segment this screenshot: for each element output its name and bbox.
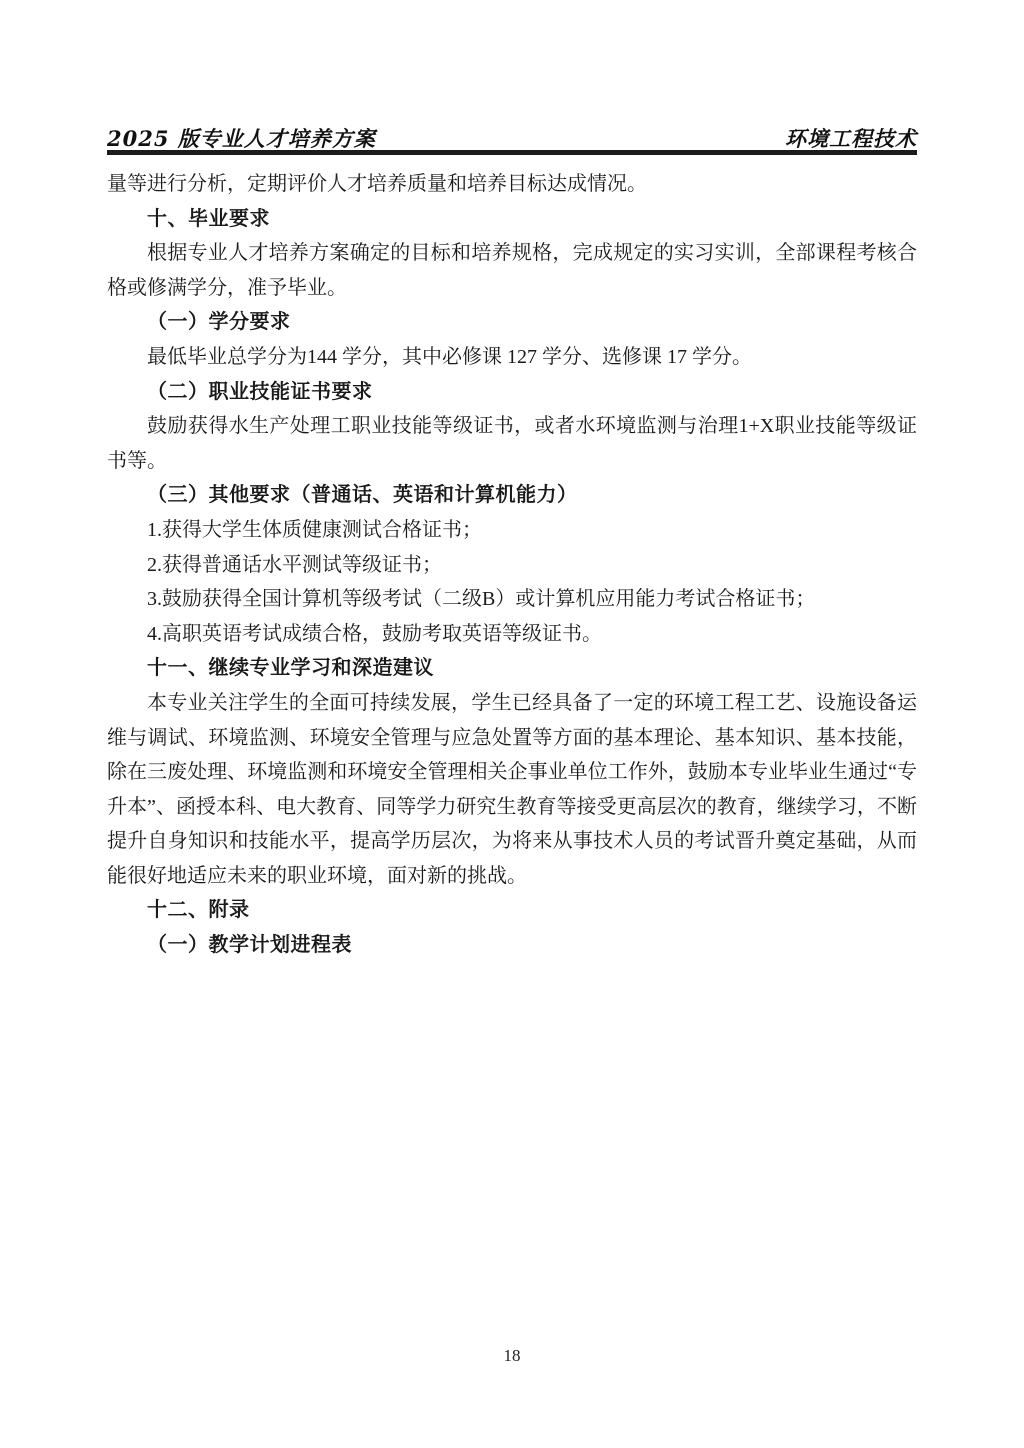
list-item: 1.获得大学生体质健康测试合格证书； — [147, 518, 482, 541]
list-item: 4.高职英语考试成绩合格，鼓励考取英语等级证书。 — [147, 622, 602, 645]
paragraph: 本专业关注学生的全面可持续发展，学生已经具备了一定的环境工程工艺、设施设备运维与调试、环境监测、环境安全管理与应急处置等方面的基本理论、基本知识、基本技能，除在三废处理、环境监测和环境安全管理相关企事业单位工作外，鼓励本专业毕业生通过“专升本”、函授本科、电大教育、同等学力研究生教育等接受更高层次的教育，继续学习，不断提升自身知识和技能水平，提高学历层次，为将来从事技术人员的考试晋升奠定基础，从而能很好地适应未来的职业环境，面对新的挑战。 — [107, 691, 917, 887]
section-heading-further-study: 十一、继续专业学习和深造建议 — [147, 657, 434, 680]
section-heading-appendix: 十二、附录 — [147, 899, 250, 922]
running-header — [107, 123, 917, 153]
page-number: 18 — [503, 1346, 521, 1365]
list-item: 2.获得普通话水平测试等级证书； — [147, 553, 442, 576]
paragraph: 根据专业人才培养方案确定的目标和培养规格，完成规定的实习实训，全部课程考核合格或修满学分，准予毕业。 — [107, 242, 917, 299]
document-body — [107, 167, 917, 963]
header-left-title: 2025 版专业人才培养方案 — [107, 126, 376, 151]
section-heading-graduation-requirements: 十、毕业要求 — [147, 207, 270, 230]
sub-heading-credit-requirements: （一）学分要求 — [147, 311, 291, 334]
sub-heading-teaching-plan-table: （一）教学计划进程表 — [147, 934, 352, 957]
header-double-rule — [107, 150, 917, 155]
paragraph: 最低毕业总学分为144 学分，其中必修课 127 学分、选修课 17 学分。 — [147, 345, 752, 368]
sub-heading-other-requirements: （三）其他要求（普通话、英语和计算机能力） — [147, 484, 578, 507]
sub-heading-certificate-requirements: （二）职业技能证书要求 — [147, 380, 373, 403]
list-item: 3.鼓励获得全国计算机等级考试（二级B）或计算机应用能力考试合格证书； — [147, 588, 816, 611]
paragraph: 鼓励获得水生产处理工职业技能等级证书，或者水环境监测与治理1+X职业技能等级证书等。 — [107, 415, 917, 472]
header-right-title: 环境工程技术 — [785, 126, 917, 151]
page-footer — [0, 1346, 1024, 1366]
paragraph-continuation: 量等进行分析，定期评价人才培养质量和培养目标达成情况。 — [107, 173, 647, 195]
